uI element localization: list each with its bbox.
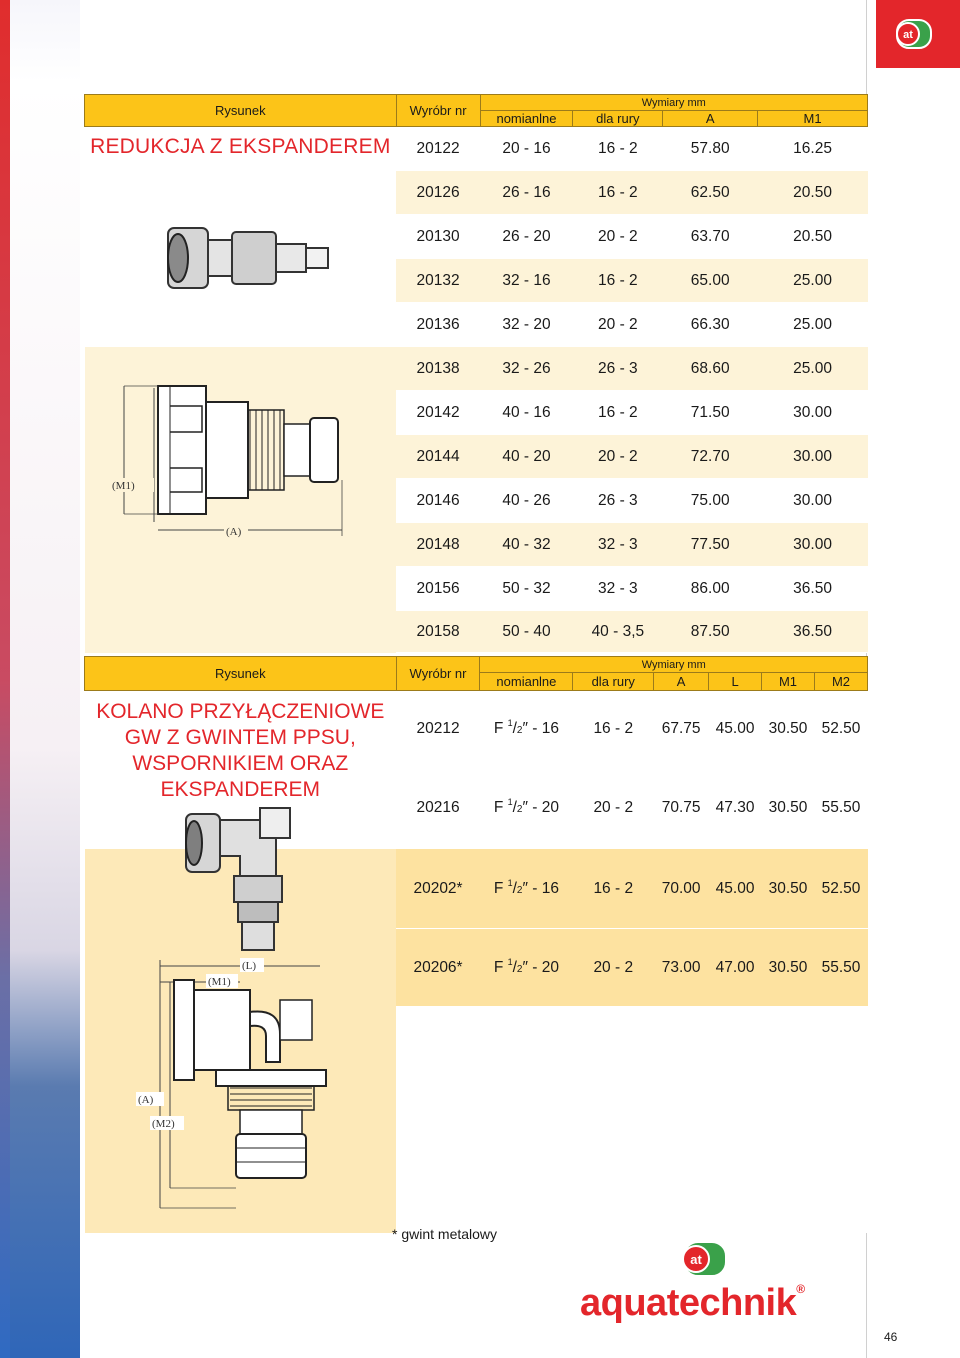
header-drawing: Rysunek: [85, 95, 397, 127]
table-cell: 36.50: [758, 567, 868, 611]
table-cell: 20202*: [396, 849, 480, 929]
table-cell: 72.70: [663, 435, 758, 479]
table-cell: 20122: [396, 127, 480, 171]
table-cell: 30.00: [758, 435, 868, 479]
table-cell: 40 - 3,5: [573, 611, 663, 653]
nominal-prefix: F: [493, 958, 504, 976]
table-cell: 20136: [396, 303, 480, 347]
header-m1: M1: [758, 111, 868, 127]
table-cell: 20.50: [758, 215, 868, 259]
reducer-product-image: [160, 218, 340, 298]
dim-label-m1: (M1): [208, 976, 231, 988]
dim-label-m2: (M2): [152, 1118, 175, 1130]
table-cell: 16 - 2: [573, 849, 654, 929]
header-code: Wyróbr nr: [396, 657, 480, 691]
table-cell: 63.70: [663, 215, 758, 259]
table-cell: 20144: [396, 435, 480, 479]
table-cell: 66.30: [663, 303, 758, 347]
table-cell: 16 - 2: [573, 259, 663, 303]
table-cell: 16 - 2: [573, 691, 654, 767]
table-cell-nominal: F $^1$/2″ - 20: [480, 767, 573, 849]
table-cell: 50 - 40: [480, 611, 573, 653]
corner-logo-text: at: [903, 29, 913, 41]
nominal-den: 2: [516, 884, 523, 896]
table-cell: 57.80: [663, 127, 758, 171]
table-cell-nominal: F $^1$/2″ - 16: [480, 849, 573, 929]
page-number: 46: [884, 1330, 898, 1344]
side-color-edge: [0, 0, 10, 1358]
table-cell: 20212: [396, 691, 480, 767]
table-cell: 16.25: [758, 127, 868, 171]
table-cell: 32 - 20: [480, 303, 573, 347]
table-cell: 20 - 2: [573, 303, 663, 347]
header-a: A: [663, 111, 758, 127]
table-cell: 20 - 16: [480, 127, 573, 171]
table-cell: 16 - 2: [573, 127, 663, 171]
header-l: L: [709, 673, 762, 691]
nominal-den: 2: [516, 803, 523, 815]
brand-logo-icon: [676, 1236, 732, 1282]
table-cell: 32 - 3: [573, 567, 663, 611]
header-pipe: dla rury: [573, 111, 663, 127]
nominal-num: 1: [507, 877, 513, 888]
table-cell: 20146: [396, 479, 480, 523]
nominal-den: 2: [516, 963, 523, 975]
table-cell: 20130: [396, 215, 480, 259]
table-cell: 75.00: [663, 479, 758, 523]
table-cell: 30.50: [762, 849, 815, 929]
dim-label-a: (A): [138, 1094, 154, 1106]
table-cell: 77.50: [663, 523, 758, 567]
table-cell: 20126: [396, 171, 480, 215]
table-cell: 20216: [396, 767, 480, 849]
section2-title-line: EKSPANDEREM: [160, 778, 321, 801]
table-cell: 26 - 20: [480, 215, 573, 259]
header-dims: Wymiary mm: [480, 95, 867, 111]
table-cell: 20132: [396, 259, 480, 303]
side-gradient-strip: [0, 0, 80, 1358]
nominal-suffix: ″ - 20: [522, 798, 559, 816]
section2-title-line: GW Z GWINTEM PPSU,: [124, 726, 356, 749]
brand-name: aquatechnik: [580, 1282, 797, 1324]
nominal-num: 1: [507, 717, 513, 728]
header-nominal: nomianlne: [480, 673, 573, 691]
table-cell: 47.30: [709, 767, 762, 849]
table-cell: 30.50: [762, 767, 815, 849]
table-cell: 20 - 2: [573, 767, 654, 849]
table-cell: 45.00: [709, 691, 762, 767]
table-cell: 16 - 2: [573, 391, 663, 435]
elbow-product-image: [176, 806, 306, 956]
table-cell: 20 - 2: [573, 435, 663, 479]
table-cell: 16 - 2: [573, 171, 663, 215]
header-drawing: Rysunek: [85, 657, 397, 691]
nominal-den: 2: [516, 724, 523, 736]
table-cell: 20158: [396, 611, 480, 653]
nominal-num: 1: [507, 956, 513, 967]
table-cell: 70.00: [654, 849, 709, 929]
elbow-technical-drawing: [130, 952, 350, 1216]
header-nominal: nomianlne: [480, 111, 573, 127]
table-cell: 20138: [396, 347, 480, 391]
table-cell: 20 - 2: [573, 929, 654, 1007]
table-cell: 55.50: [814, 929, 867, 1007]
table-cell: 40 - 20: [480, 435, 573, 479]
table-cell: 26 - 16: [480, 171, 573, 215]
table-cell: 36.50: [758, 611, 868, 653]
table-cell: 40 - 26: [480, 479, 573, 523]
table-cell: 30.00: [758, 479, 868, 523]
table-cell: 86.00: [663, 567, 758, 611]
table-cell: 25.00: [758, 303, 868, 347]
nominal-prefix: F: [493, 879, 504, 897]
table-cell: 30.00: [758, 391, 868, 435]
table-cell: 50 - 32: [480, 567, 573, 611]
table-cell: 32 - 26: [480, 347, 573, 391]
section2-title-line: WSPORNIKIEM ORAZ: [132, 752, 349, 775]
table-cell: 55.50: [814, 767, 867, 849]
table-cell: 73.00: [654, 929, 709, 1007]
table-cell: 47.00: [709, 929, 762, 1007]
table-cell: 20.50: [758, 171, 868, 215]
header-a: A: [654, 673, 709, 691]
table-cell: 71.50: [663, 391, 758, 435]
brand-reg-mark: ®: [796, 1282, 805, 1296]
reduction-table: [84, 94, 868, 653]
table-cell: 62.50: [663, 171, 758, 215]
table-cell: 40 - 32: [480, 523, 573, 567]
table-cell: 52.50: [814, 849, 867, 929]
table-cell: 65.00: [663, 259, 758, 303]
dim-label-m1: (M1): [112, 480, 135, 492]
footnote: * gwint metalowy: [392, 1226, 498, 1242]
table-cell: 67.75: [654, 691, 709, 767]
table-cell: 32 - 16: [480, 259, 573, 303]
table-cell: 20206*: [396, 929, 480, 1007]
table-cell: 26 - 3: [573, 479, 663, 523]
header-dims: Wymiary mm: [480, 657, 868, 673]
table-cell: 70.75: [654, 767, 709, 849]
section2-title-line: KOLANO PRZYŁĄCZENIOWE: [96, 700, 385, 723]
nominal-suffix: ″ - 16: [522, 719, 559, 737]
dim-label-a: (A): [226, 526, 242, 538]
table-cell: 32 - 3: [573, 523, 663, 567]
nominal-prefix: F: [493, 719, 504, 737]
table-cell: 68.60: [663, 347, 758, 391]
reducer-technical-drawing: [110, 380, 360, 540]
table-cell: 20142: [396, 391, 480, 435]
corner-logo-icon: [891, 14, 937, 54]
table-cell: 45.00: [709, 849, 762, 929]
table-cell: 25.00: [758, 347, 868, 391]
table-cell: 30.50: [762, 929, 815, 1007]
table-cell: 30.00: [758, 523, 868, 567]
table-cell: 52.50: [814, 691, 867, 767]
brand-logo-text: at: [690, 1252, 702, 1267]
table-cell: 87.50: [663, 611, 758, 653]
header-m2: M2: [814, 673, 867, 691]
table-cell: 40 - 16: [480, 391, 573, 435]
nominal-prefix: F: [493, 798, 504, 816]
nominal-num: 1: [507, 796, 513, 807]
table-cell: 20 - 2: [573, 215, 663, 259]
table-cell: 30.50: [762, 691, 815, 767]
brand-wordmark: [580, 1282, 805, 1325]
table-cell: 25.00: [758, 259, 868, 303]
dim-label-l: (L): [242, 960, 257, 972]
table-cell-nominal: F $^1$/2″ - 20: [480, 929, 573, 1007]
table-cell: 20156: [396, 567, 480, 611]
nominal-suffix: ″ - 16: [522, 879, 559, 897]
section1-title: REDUKCJA Z EKSPANDEREM: [85, 127, 397, 347]
header-m1: M1: [762, 673, 815, 691]
table-cell: 26 - 3: [573, 347, 663, 391]
table-cell-nominal: F $^1$/2″ - 16: [480, 691, 573, 767]
nominal-suffix: ″ - 20: [522, 958, 559, 976]
header-pipe: dla rury: [573, 673, 654, 691]
table-cell: 20148: [396, 523, 480, 567]
header-code: Wyróbr nr: [396, 95, 480, 127]
